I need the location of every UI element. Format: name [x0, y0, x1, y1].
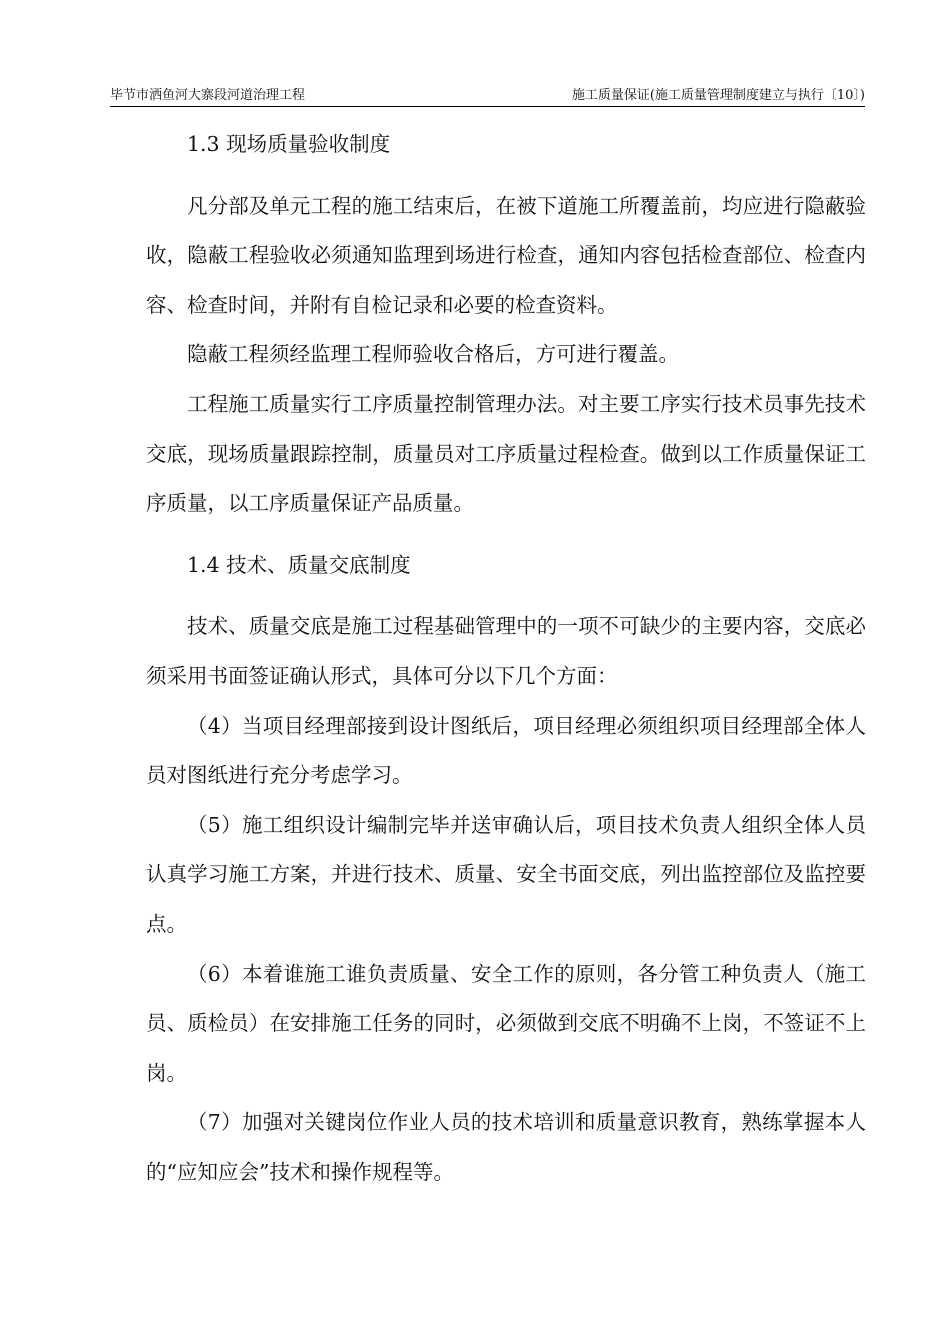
document-body [146, 120, 866, 1197]
list-item: （4）当项目经理部接到设计图纸后，项目经理必须组织项目经理部全体人员对图纸进行充分考虑学习。 [146, 713, 866, 788]
list-item: （5）施工组织设计编制完毕并送审确认后，项目技术负责人组织全体人员认真学习施工方案，并进行技术、质量、安全书面交底，列出监控部位及监控要点。 [146, 812, 866, 936]
header-project-title: 毕节市洒鱼河大寨段河道治理工程 [110, 88, 306, 103]
list-item: （7）加强对关键岗位作业人员的技术培训和质量意识教育，熟练掌握本人的“应知应会”技术和操作规程等。 [146, 1110, 866, 1184]
page-header [110, 88, 865, 107]
list-item: （6）本着谁施工谁负责质量、安全工作的原则，各分管工种负责人（施工员、质检员）在安排施工任务的同时，必须做到交底不明确不上岗，不签证不上岗。 [146, 961, 866, 1085]
header-chapter-title: 施工质量保证(施工质量管理制度建立与执行〔10〕) [571, 88, 865, 103]
section-heading: 1.3 现场质量验收制度 [187, 132, 391, 156]
body-paragraph: 技术、质量交底是施工过程基础管理中的一项不可缺少的主要内容，交底必须采用书面签证确认形式，具体可分以下几个方面： [146, 614, 866, 688]
body-paragraph: 工程施工质量实行工序质量控制管理办法。对主要工序实行技术员事先技术交底，现场质量跟踪控制，质量员对工序质量过程检查。做到以工作质量保证工序质量，以工序质量保证产品质量。 [146, 391, 866, 516]
body-paragraph: 隐蔽工程须经监理工程师验收合格后，方可进行覆盖。 [187, 342, 679, 367]
section-heading: 1.4 技术、质量交底制度 [187, 552, 411, 577]
body-paragraph: 凡分部及单元工程的施工结束后，在被下道施工所覆盖前，均应进行隐蔽验收，隐蔽工程验收必须通知监理到场进行检查，通知内容包括检查部位、检查内容、检查时间，并附有自检记录和必要的检查资料。 [146, 193, 866, 317]
